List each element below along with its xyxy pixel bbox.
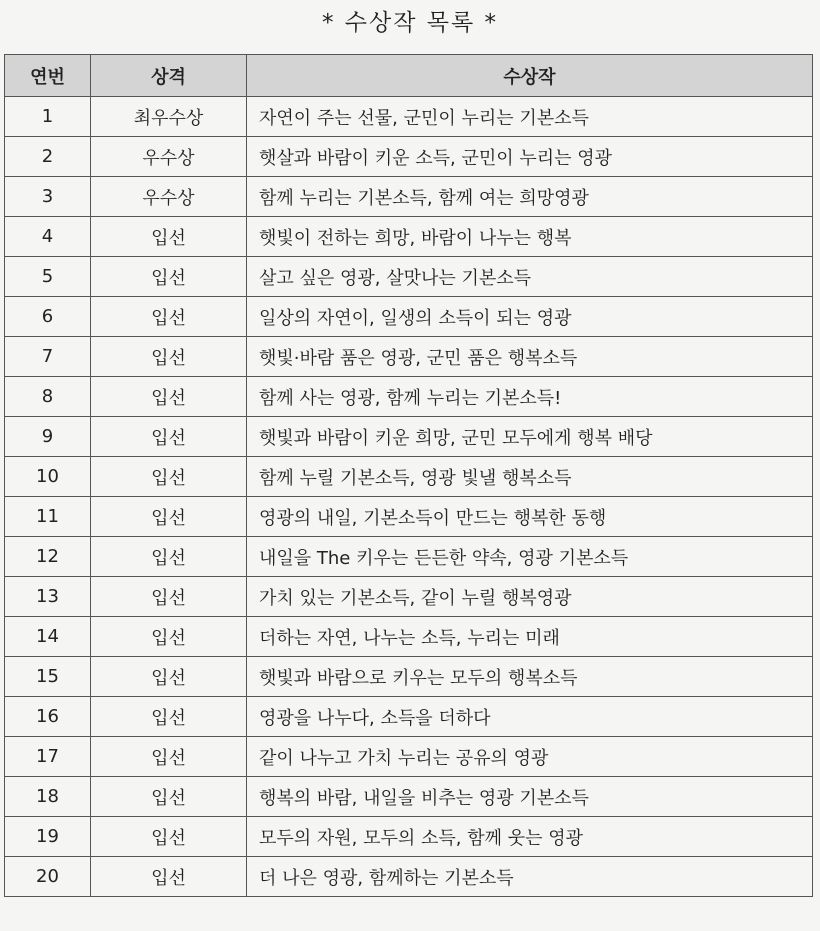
- row-work: 내일을 The 키우는 든든한 약속, 영광 기본소득: [247, 537, 813, 577]
- row-number: 18: [5, 777, 91, 817]
- page-title: * 수상작 목록 *: [321, 10, 499, 36]
- row-number: 6: [5, 297, 91, 337]
- row-work: 더 나은 영광, 함께하는 기본소득: [247, 857, 813, 897]
- row-number: 15: [5, 657, 91, 697]
- table-row: [5, 697, 813, 737]
- row-grade: 입선: [91, 537, 247, 577]
- row-grade: 최우수상: [91, 97, 247, 137]
- header-grade: 상격: [91, 55, 247, 97]
- row-work: 같이 나누고 가치 누리는 공유의 영광: [247, 737, 813, 777]
- row-grade: 입선: [91, 417, 247, 457]
- awards-table: [4, 54, 813, 897]
- row-grade: 입선: [91, 377, 247, 417]
- row-number: 5: [5, 257, 91, 297]
- row-number: 7: [5, 337, 91, 377]
- table-row: [5, 217, 813, 257]
- row-work: 햇살과 바람이 키운 소득, 군민이 누리는 영광: [247, 137, 813, 177]
- row-number: 14: [5, 617, 91, 657]
- table-row: [5, 817, 813, 857]
- row-number: 8: [5, 377, 91, 417]
- row-work: 모두의 자원, 모두의 소득, 함께 웃는 영광: [247, 817, 813, 857]
- row-grade: 입선: [91, 857, 247, 897]
- row-number: 17: [5, 737, 91, 777]
- table-row: [5, 457, 813, 497]
- row-grade: 입선: [91, 297, 247, 337]
- header-work: 수상작: [247, 55, 813, 97]
- table-row: [5, 417, 813, 457]
- row-number: 10: [5, 457, 91, 497]
- row-number: 16: [5, 697, 91, 737]
- table-row: [5, 617, 813, 657]
- header-row: [5, 55, 813, 97]
- row-grade: 입선: [91, 657, 247, 697]
- table-row: [5, 297, 813, 337]
- row-grade: 입선: [91, 457, 247, 497]
- row-number: 4: [5, 217, 91, 257]
- table-row: [5, 657, 813, 697]
- row-work: 살고 싶은 영광, 살맛나는 기본소득: [247, 257, 813, 297]
- row-work: 햇빛과 바람이 키운 희망, 군민 모두에게 행복 배당: [247, 417, 813, 457]
- row-work: 가치 있는 기본소득, 같이 누릴 행복영광: [247, 577, 813, 617]
- row-grade: 입선: [91, 257, 247, 297]
- row-grade: 입선: [91, 697, 247, 737]
- row-work: 자연이 주는 선물, 군민이 누리는 기본소득: [247, 97, 813, 137]
- row-grade: 입선: [91, 817, 247, 857]
- header-number: 연번: [5, 55, 91, 97]
- table-row: [5, 537, 813, 577]
- row-number: 12: [5, 537, 91, 577]
- row-work: 일상의 자연이, 일생의 소득이 되는 영광: [247, 297, 813, 337]
- table-row: [5, 137, 813, 177]
- table-row: [5, 737, 813, 777]
- table-row: [5, 97, 813, 137]
- row-work: 영광을 나누다, 소득을 더하다: [247, 697, 813, 737]
- row-grade: 입선: [91, 337, 247, 377]
- table-row: [5, 777, 813, 817]
- row-work: 햇빛과 바람으로 키우는 모두의 행복소득: [247, 657, 813, 697]
- row-work: 더하는 자연, 나누는 소득, 누리는 미래: [247, 617, 813, 657]
- row-number: 1: [5, 97, 91, 137]
- row-work: 햇빛·바람 품은 영광, 군민 품은 행복소득: [247, 337, 813, 377]
- table-header: [5, 55, 813, 97]
- row-number: 19: [5, 817, 91, 857]
- row-grade: 우수상: [91, 137, 247, 177]
- row-grade: 입선: [91, 497, 247, 537]
- row-work: 영광의 내일, 기본소득이 만드는 행복한 동행: [247, 497, 813, 537]
- row-work: 행복의 바람, 내일을 비추는 영광 기본소득: [247, 777, 813, 817]
- table-row: [5, 337, 813, 377]
- table-row: [5, 577, 813, 617]
- table-body: [5, 97, 813, 897]
- table-row: [5, 497, 813, 537]
- row-grade: 입선: [91, 737, 247, 777]
- row-number: 20: [5, 857, 91, 897]
- row-work: 함께 사는 영광, 함께 누리는 기본소득!: [247, 377, 813, 417]
- row-number: 11: [5, 497, 91, 537]
- row-number: 9: [5, 417, 91, 457]
- table-row: [5, 257, 813, 297]
- row-grade: 입선: [91, 617, 247, 657]
- row-number: 3: [5, 177, 91, 217]
- table-row: [5, 857, 813, 897]
- row-work: 햇빛이 전하는 희망, 바람이 나누는 행복: [247, 217, 813, 257]
- table-row: [5, 377, 813, 417]
- row-grade: 우수상: [91, 177, 247, 217]
- row-number: 2: [5, 137, 91, 177]
- row-grade: 입선: [91, 777, 247, 817]
- row-work: 함께 누릴 기본소득, 영광 빛낼 행복소득: [247, 457, 813, 497]
- table-row: [5, 177, 813, 217]
- row-grade: 입선: [91, 217, 247, 257]
- row-work: 함께 누리는 기본소득, 함께 여는 희망영광: [247, 177, 813, 217]
- row-number: 13: [5, 577, 91, 617]
- row-grade: 입선: [91, 577, 247, 617]
